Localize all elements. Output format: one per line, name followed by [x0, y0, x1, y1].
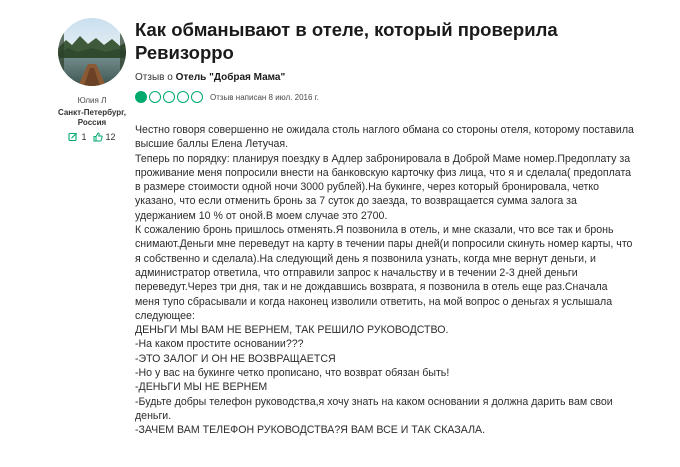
review-paragraph: Теперь по порядку: планируя поездку в Адлер забронировала в Доброй Маме номер.Предоплату за проживание меня попросили внести на банковскую карточку физ лица, что я и сделала( предоплата в размере стоимости одной ночи 3000 рублей).На букинге, через который бронировала, четко указано, что если отменить бронь за 7 суток до заезда, то возвращается сумма залога за удержанием 10 % от оной.В моем случае это 2700. — [135, 152, 632, 222]
rating-row — [135, 91, 655, 103]
review-paragraph: -ЗАЧЕМ ВАМ ТЕЛЕФОН РУКОВОДСТВА?Я ВАМ ВСЕ И ТАК СКАЗАЛА. — [135, 424, 486, 437]
thumbs-up-icon — [93, 132, 103, 142]
review-about — [135, 72, 655, 83]
written-date: Отзыв написан 8 июл. 2016 г. — [210, 92, 319, 102]
review-paragraph: -ЭТО ЗАЛОГ И ОН НЕ ВОЗВРАЩАЕТСЯ — [135, 352, 336, 365]
reviewer-name[interactable]: Юлия Л — [77, 96, 107, 105]
review-count: 1 — [81, 132, 87, 142]
rating-bubble-empty — [177, 91, 189, 103]
review-paragraph: -ДЕНЬГИ МЫ НЕ ВЕРНЕМ — [135, 381, 268, 394]
review-body — [135, 123, 635, 438]
review-paragraph: Честно говоря совершенно не ожидала столь наглого обмана со стороны отеля, которому поставила высшие баллы Елена Летучая. — [135, 124, 634, 151]
review-count-icon — [68, 132, 78, 142]
rating-bubble-empty — [149, 91, 161, 103]
rating-bubbles — [135, 91, 203, 103]
avatar[interactable] — [58, 18, 126, 86]
reviewer-location: Санкт-Петербург, Россия — [57, 108, 126, 127]
reviewer-stats — [44, 132, 140, 142]
helpful-votes: 12 — [105, 132, 116, 142]
rating-bubble-filled — [135, 91, 147, 103]
reviewer-panel — [44, 18, 140, 142]
review-paragraph: К сожалению бронь пришлось отменять.Я позвонила в отель, и мне сказали, что все так и бронь снимают.Деньги мне переведут на карту в течении пары дней(и попросили скинуть номер карты, что я собственно и сделала).На следующий день я позвонила узнать, когда мне вернут деньги, и администратор ответила, что отправили запрос к начальству и в течении 2-3 дней деньги переведут.Через три дня, так и не дождавшись возврата, я позвонила в отель еще раз.Сначала меня тупо сбрасывали и когда наконец изволили ответить, на мой вопрос о деньгах я услышала следующее: — [135, 224, 633, 322]
hotel-link[interactable]: Отель "Добрая Мама" — [175, 72, 286, 83]
review-paragraph: -На каком простите основании??? — [135, 338, 304, 351]
rating-bubble-empty — [163, 91, 175, 103]
review-paragraph: -Будьте добры телефон руководства,я хочу знать на каком основании я должна дарить вам свои деньги. — [135, 395, 613, 422]
review-paragraph: -Но у вас на букинге четко прописано, что возврат обязан быть! — [135, 367, 450, 380]
review-paragraph: ДЕНЬГИ МЫ ВАМ НЕ ВЕРНЕМ, ТАК РЕШИЛО РУКОВОДСТВО. — [135, 324, 449, 337]
review-title[interactable]: Как обманывают в отеле, который проверила Ревизорро — [135, 19, 558, 63]
about-prefix: Отзыв о — [135, 72, 173, 83]
review-main — [135, 18, 655, 438]
rating-bubble-empty — [191, 91, 203, 103]
